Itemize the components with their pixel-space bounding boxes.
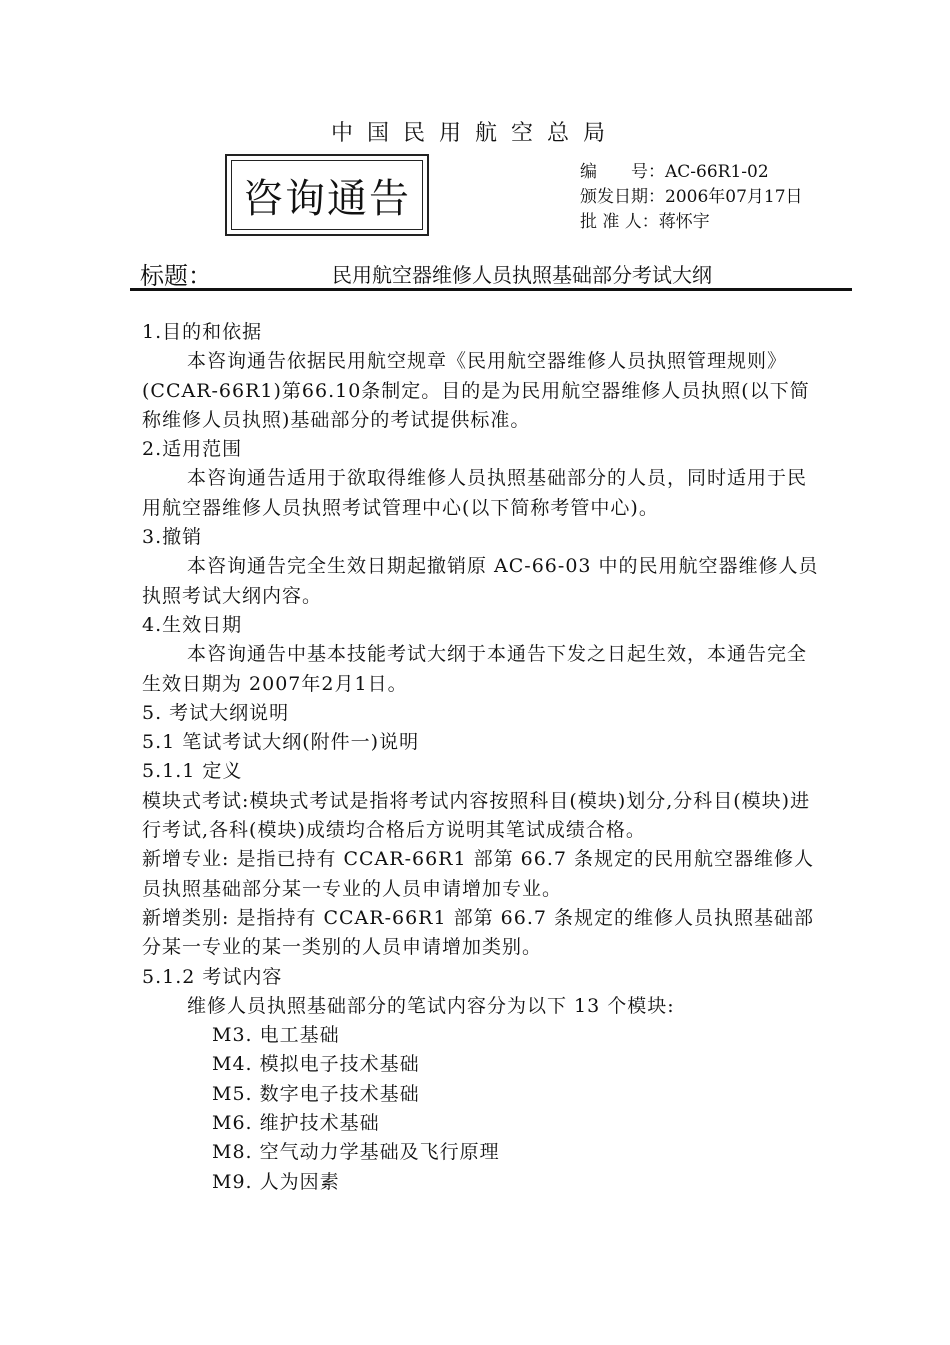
section-paragraph: 本咨询通告中基本技能考试大纲于本通告下发之日起生效，本通告完全生效日期为 2007年2月1日。 <box>142 643 808 695</box>
module-item: M8. 空气动力学基础及飞行原理 <box>212 1141 500 1164</box>
subsection-heading: 5.1 笔试考试大纲(附件一)说明 <box>142 731 420 754</box>
module-item: M4. 模拟电子技术基础 <box>212 1053 420 1076</box>
section-heading: 3.撤销 <box>142 526 203 549</box>
title-label: 标题： <box>140 262 212 290</box>
section-heading: 5. 考试大纲说明 <box>142 701 290 724</box>
issue-date: 颁发日期：2006年07月17日 <box>580 187 803 207</box>
section-paragraph: 维修人员执照基础部分的笔试内容分为以下 13 个模块: <box>187 994 675 1017</box>
notice-number: 编 号：AC-66R1-02 <box>580 162 769 182</box>
definition-paragraph: 新增类别: 是指持有 CCAR-66R1 部第 66.7 条规定的维修人员执照基础部分某一专业的某一类别的人员申请增加类别。 <box>142 906 814 959</box>
notice-meta <box>580 160 803 235</box>
subsection-heading: 5.1.2 考试内容 <box>142 965 283 988</box>
notice-type-label: 咨询通告 <box>231 160 423 230</box>
subsection-heading: 5.1.1 定义 <box>142 760 243 783</box>
module-item: M5. 数字电子技术基础 <box>212 1082 420 1105</box>
document-title: 民用航空器维修人员执照基础部分考试大纲 <box>332 263 712 287</box>
section-heading: 2.适用范围 <box>142 438 243 461</box>
section-paragraph: 本咨询通告适用于欲取得维修人员执照基础部分的人员，同时适用于民用航空器维修人员执照考试管理中心(以下简称考管中心)。 <box>142 467 808 519</box>
section-paragraph: 本咨询通告完全生效日期起撤销原 AC-66-03 中的民用航空器维修人员执照考试大纲内容。 <box>142 555 819 607</box>
document-body <box>142 318 822 1197</box>
title-row <box>130 256 852 291</box>
agency-name: 中国民用航空总局 <box>330 121 619 146</box>
definition-paragraph: 新增专业: 是指已持有 CCAR-66R1 部第 66.7 条规定的民用航空器维修人员执照基础部分某一专业的人员申请增加专业。 <box>142 848 814 900</box>
approver: 批 准 人：蒋怀宇 <box>580 212 710 232</box>
definition-paragraph: 模块式考试:模块式考试是指将考试内容按照科目(模块)划分,分科目(模块)进行考试,各科(模块)成绩均合格后方说明其笔试成绩合格。 <box>142 789 811 842</box>
section-paragraph: 本咨询通告依据民用航空规章《民用航空器维修人员执照管理规则》(CCAR-66R1)第66.10条制定。目的是为民用航空器维修人员执照(以下简称维修人员执照)基础部分的考试提供标准。 <box>142 350 810 431</box>
notice-type-box <box>225 154 429 236</box>
section-heading: 4.生效日期 <box>142 613 243 636</box>
module-item: M6. 维护技术基础 <box>212 1112 380 1135</box>
section-heading: 1.目的和依据 <box>142 321 263 343</box>
module-item: M3. 电工基础 <box>212 1024 340 1047</box>
module-item: M9. 人为因素 <box>212 1170 340 1193</box>
